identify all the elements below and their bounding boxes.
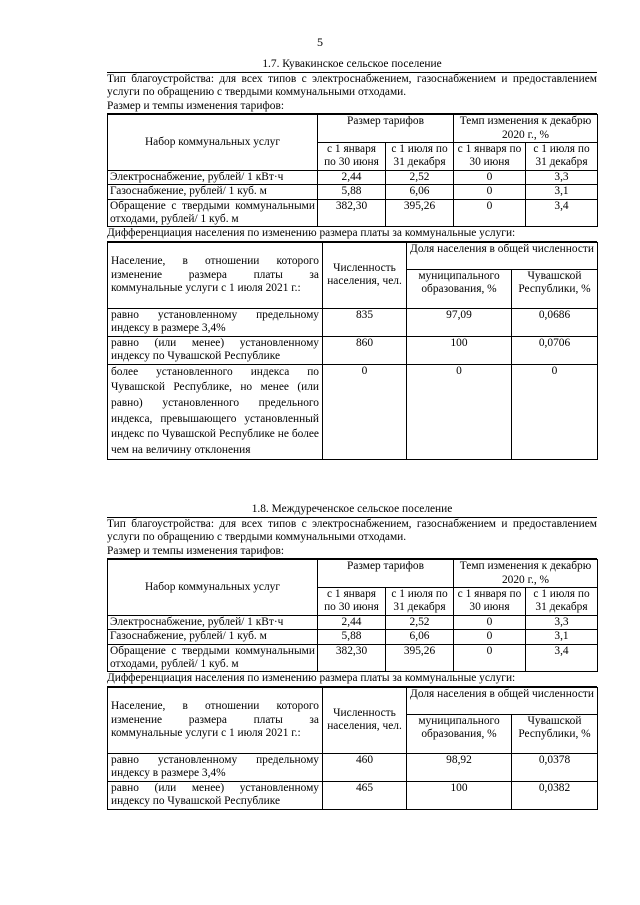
header-service: Набор коммунальных услуг [108, 115, 318, 171]
count-cell: 460 [323, 753, 407, 781]
value-cell: 382,30 [318, 644, 386, 672]
value-cell: 0 [454, 615, 526, 629]
count-cell: 835 [323, 308, 407, 336]
republic-share-cell: 0,0378 [512, 753, 598, 781]
value-cell: 395,26 [386, 644, 454, 672]
header-population: Население, в отношении которого изменение размера платы за коммунальные услуги с 1 июля 2021 г.: [108, 242, 323, 308]
population-label: равно установленному предельному индексу в размере 3,4% [108, 308, 323, 336]
population-table [107, 687, 598, 810]
value-cell: 0 [454, 170, 526, 184]
value-cell: 0 [454, 644, 526, 672]
header-tariff-size: Размер тарифов [318, 115, 454, 143]
section-mezhdurechenskoe [107, 502, 597, 810]
service-cell: Обращение с твердыми коммунальными отходами, рублей/ 1 куб. м [108, 644, 318, 672]
service-cell: Газоснабжение, рублей/ 1 куб. м [108, 185, 318, 199]
subheader-jan-jun: с 1 января по 30 июня [318, 588, 386, 616]
subheader-jan-jun: с 1 января по 30 июня [454, 588, 526, 616]
differentiation-label: Дифференциация населения по изменению размера платы за коммунальные услуги: [107, 227, 597, 241]
population-label: равно (или менее) установленному индексу по Чувашской Республике [108, 336, 323, 364]
service-cell: Электроснабжение, рублей/ 1 кВт·ч [108, 615, 318, 629]
municipal-share-cell: 97,09 [407, 308, 512, 336]
value-cell: 6,06 [386, 630, 454, 644]
header-republic: Чувашской Республики, % [512, 714, 598, 753]
value-cell: 0 [454, 630, 526, 644]
municipal-share-cell: 98,92 [407, 753, 512, 781]
subheader-jan-jun: с 1 января по 30 июня [454, 143, 526, 171]
section-title: 1.7. Кувакинское сельское поселение [107, 57, 597, 73]
value-cell: 3,4 [526, 644, 598, 672]
differentiation-label: Дифференциация населения по изменению размера платы за коммунальные услуги: [107, 672, 597, 686]
value-cell: 382,30 [318, 199, 386, 227]
subheader-jul-dec: с 1 июля по 31 декабря [526, 588, 598, 616]
table-row [108, 364, 598, 459]
header-tariff-size: Размер тарифов [318, 560, 454, 588]
value-cell: 3,1 [526, 630, 598, 644]
subheader-jan-jun: с 1 января по 30 июня [318, 143, 386, 171]
count-cell: 0 [323, 364, 407, 459]
header-change-rate: Темп изменения к декабрю 2020 г., % [454, 560, 598, 588]
header-population: Население, в отношении которого изменение размера платы за коммунальные услуги с 1 июля 2021 г.: [108, 687, 323, 753]
section-kuvakinskoe [107, 57, 597, 460]
table-row [108, 336, 598, 364]
table-row [108, 630, 598, 644]
header-service: Набор коммунальных услуг [108, 560, 318, 616]
header-share: Доля населения в общей численности [407, 242, 598, 269]
republic-share-cell: 0 [512, 364, 598, 459]
value-cell: 2,52 [386, 170, 454, 184]
count-cell: 465 [323, 781, 407, 809]
table-row [108, 753, 598, 781]
tariffs-label: Размер и темпы изменения тарифов: [107, 545, 597, 559]
section-title: 1.8. Междуреченское сельское поселение [107, 502, 597, 518]
value-cell: 5,88 [318, 630, 386, 644]
municipal-share-cell: 0 [407, 364, 512, 459]
municipal-share-cell: 100 [407, 781, 512, 809]
population-table [107, 242, 598, 460]
value-cell: 3,3 [526, 170, 598, 184]
table-row [108, 185, 598, 199]
value-cell: 2,44 [318, 615, 386, 629]
value-cell: 6,06 [386, 185, 454, 199]
population-label: равно установленному предельному индексу в размере 3,4% [108, 753, 323, 781]
tariff-table [107, 559, 598, 672]
value-cell: 2,44 [318, 170, 386, 184]
service-cell: Обращение с твердыми коммунальными отходами, рублей/ 1 куб. м [108, 199, 318, 227]
population-label: равно (или менее) установленному индексу по Чувашской Республике [108, 781, 323, 809]
table-row [108, 199, 598, 227]
table-row [108, 781, 598, 809]
table-row [108, 170, 598, 184]
header-count: Численность населения, чел. [323, 687, 407, 753]
amenity-type-text: Тип благоустройства: для всех типов с электроснабжением, газоснабжением и предоставлением услуги по обращению с твердыми коммунальными отходами. [107, 518, 597, 544]
value-cell: 5,88 [318, 185, 386, 199]
count-cell: 860 [323, 336, 407, 364]
value-cell: 3,4 [526, 199, 598, 227]
tariffs-label: Размер и темпы изменения тарифов: [107, 100, 597, 114]
header-municipal: муниципального образования, % [407, 269, 512, 308]
tariff-table [107, 114, 598, 227]
header-share: Доля населения в общей численности [407, 687, 598, 714]
municipal-share-cell: 100 [407, 336, 512, 364]
value-cell: 395,26 [386, 199, 454, 227]
header-municipal: муниципального образования, % [407, 714, 512, 753]
page-number: 5 [317, 35, 323, 49]
service-cell: Электроснабжение, рублей/ 1 кВт·ч [108, 170, 318, 184]
value-cell: 3,3 [526, 615, 598, 629]
subheader-jul-dec: с 1 июля по 31 декабря [386, 588, 454, 616]
subheader-jul-dec: с 1 июля по 31 декабря [386, 143, 454, 171]
value-cell: 2,52 [386, 615, 454, 629]
table-row [108, 615, 598, 629]
header-republic: Чувашской Республики, % [512, 269, 598, 308]
service-cell: Газоснабжение, рублей/ 1 куб. м [108, 630, 318, 644]
subheader-jul-dec: с 1 июля по 31 декабря [526, 143, 598, 171]
republic-share-cell: 0,0382 [512, 781, 598, 809]
table-row [108, 644, 598, 672]
header-change-rate: Темп изменения к декабрю 2020 г., % [454, 115, 598, 143]
value-cell: 0 [454, 199, 526, 227]
value-cell: 3,1 [526, 185, 598, 199]
population-label: более установленного индекса по Чувашской Республике, но менее (или равно) установленного предельного индекса, превышающего установленный индекс по Чувашской Республике не более чем на величину отклонения [108, 364, 323, 459]
republic-share-cell: 0,0686 [512, 308, 598, 336]
value-cell: 0 [454, 185, 526, 199]
republic-share-cell: 0,0706 [512, 336, 598, 364]
table-row [108, 308, 598, 336]
header-count: Численность населения, чел. [323, 242, 407, 308]
amenity-type-text: Тип благоустройства: для всех типов с электроснабжением, газоснабжением и предоставлением услуги по обращению с твердыми коммунальными отходами. [107, 73, 597, 99]
